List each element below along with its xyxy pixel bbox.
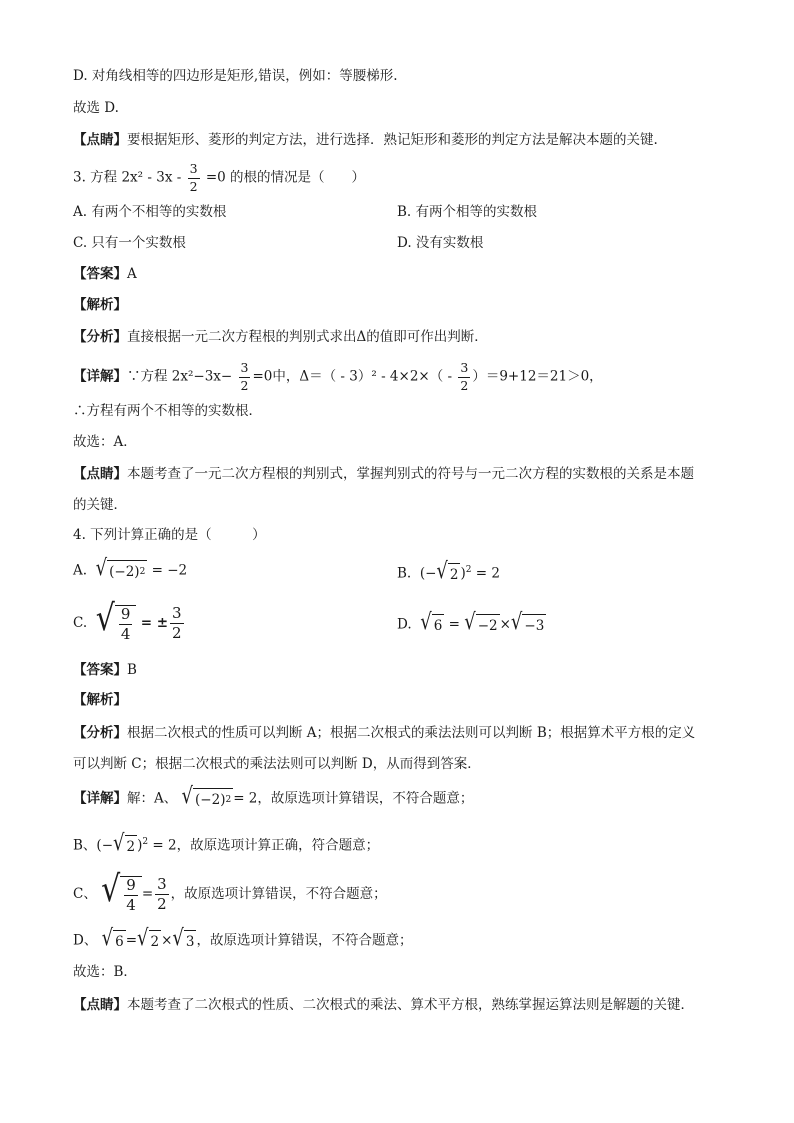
detail-pre: 解：A、 <box>127 790 178 807</box>
radicand: 2 <box>449 567 459 583</box>
answer-tag: 【答案】 <box>73 662 127 678</box>
rhs: = 2 <box>475 565 500 582</box>
radicand: −3 <box>524 618 545 634</box>
q4-answer <box>73 660 137 680</box>
q3-dianjing-2: 的关键． <box>73 497 127 513</box>
option-label: B. <box>397 565 412 582</box>
radicand: 6 <box>115 934 124 950</box>
answer-value: B <box>127 662 137 678</box>
q3-eq-b: =0 的根的情况是（ ） <box>205 169 366 186</box>
sqrt: √ −2 <box>464 608 498 635</box>
frac-den: 2 <box>240 377 249 393</box>
q3-title <box>73 163 365 193</box>
rhs: = ± <box>140 615 169 631</box>
frac-den: 4 <box>120 625 131 643</box>
detail-b: =0中，Δ＝（ - 3）² - 4×2×（ - <box>252 368 453 385</box>
detail-frac-2 <box>458 362 470 392</box>
detail-tag: 【详解】 <box>73 790 127 807</box>
option-label: C. <box>73 615 88 631</box>
option-label: A. <box>73 562 88 579</box>
dianjing-tag: 【点睛】 <box>73 466 127 482</box>
detail-frac-1 <box>239 362 251 392</box>
detail-post: ，故原选项计算错误，不符合题意； <box>170 886 387 902</box>
sqrt: √ 6 <box>101 924 124 951</box>
q3-number: 3. 方程 <box>73 169 118 186</box>
q4-choose: 故选：B． <box>73 964 137 980</box>
q3-conclusion: ∴方程有两个不相等的实数根． <box>73 403 262 419</box>
detail-a: ∵方程 2x²−3x− <box>127 368 233 385</box>
q3-option-b: B. 有两个相等的实数根 <box>397 204 538 220</box>
answer-value: A <box>127 266 137 282</box>
q4-detail-1: 【详解】解：A、 √ (−2) 2 = 2，故原选项计算错误，不符合题意； <box>73 782 474 809</box>
rhs-frac <box>155 877 169 912</box>
q3-option-a: A. 有两个不相等的实数根 <box>73 204 227 220</box>
frac-den: 2 <box>460 377 469 393</box>
q4-option-d: D. √ 6 = √ −2 × √ −3 <box>397 608 545 635</box>
answer-tag: 【答案】 <box>73 266 127 282</box>
sqrt: √ $\frac{9}{4}$ <box>101 876 142 913</box>
q3-answer <box>73 264 137 284</box>
rhs-frac <box>170 606 184 641</box>
q3-fenxi <box>73 327 488 347</box>
fenxi-tag: 【分析】 <box>73 725 127 741</box>
fenxi-tag: 【分析】 <box>73 329 127 345</box>
q4-option-c <box>73 597 186 643</box>
q4-fenxi-2: 可以判断 C；根据二次根式的乘法法则可以判断 D，从而得到答案． <box>73 756 481 772</box>
q4-option-a <box>73 554 188 582</box>
q4-option-b: B. (− √ 2 )$^2$ = 2 <box>397 557 500 584</box>
frac-num: 9 <box>126 876 136 894</box>
sqrt: √ 6 <box>420 608 443 635</box>
dianjing-tag: 【点睛】 <box>73 997 127 1013</box>
radicand: (−2) <box>195 792 226 808</box>
sqrt: √ $\frac{9}{4}$ <box>96 605 137 642</box>
q4-detail-2: B、(− √ 2 )$^2$ = 2，故原选项计算正确，符合题意； <box>73 829 380 856</box>
detail-post: ，故原选项计算正确，符合题意； <box>176 837 380 854</box>
q4-analysis-tag: 【解析】 <box>73 692 127 708</box>
radicand: (−2) <box>109 564 140 580</box>
fenxi-text: 根据二次根式的性质可以判断 A；根据二次根式的乘法法则可以判断 B；根据算术平方根的定义 <box>127 725 696 741</box>
radicand-frac <box>119 607 133 642</box>
radicand: 2 <box>126 839 136 855</box>
sqrt: √ 2 <box>137 924 160 951</box>
radicand: 6 <box>433 618 443 634</box>
fenxi-text: 直接根据一元二次方程根的判别式求出Δ的值即可作出判断． <box>127 329 488 345</box>
frac-num: 3 <box>172 604 182 622</box>
detail-c: ）＝9+12＝21＞0， <box>472 368 603 385</box>
q3-eq-a: 2x² - 3x - <box>121 169 182 186</box>
point-note <box>73 130 658 150</box>
sqrt: √ (−2) 2 <box>181 782 232 809</box>
frac-den: 2 <box>172 624 182 642</box>
dianjing-text: 本题考查了一元二次方程根的判别式，掌握判别式的符号与一元二次方程的实数根的关系是本题 <box>127 466 694 482</box>
frac-num: 9 <box>120 605 131 623</box>
sqrt: √ 2 <box>436 557 459 584</box>
q3-detail <box>73 362 603 392</box>
option-label: D. <box>397 616 412 633</box>
sqrt: √ 3 <box>172 924 195 951</box>
q3-frac-num: 3 <box>189 161 198 176</box>
sqrt: √ −3 <box>510 608 545 635</box>
choose-d: 故选 D. <box>73 100 119 116</box>
q3-option-d: D. 没有实数根 <box>397 235 484 251</box>
detail-post: ，故原选项计算错误，不符合题意； <box>196 932 413 949</box>
sqrt: √ 2 <box>113 829 136 856</box>
q3-dianjing-1 <box>73 464 694 484</box>
frac-den: 4 <box>126 896 136 914</box>
radicand: −2 <box>477 618 498 634</box>
q4-dianjing <box>73 995 694 1015</box>
frac-num: 3 <box>460 360 469 375</box>
note-tag: 【点睛】 <box>73 132 127 148</box>
q3-option-c: C. 只有一个实数根 <box>73 235 186 251</box>
option-d-explanation: D. 对角线相等的四边形是矩形,错误，例如：等腰梯形. <box>73 68 398 84</box>
frac-num: 3 <box>240 360 249 375</box>
rhs: = −2 <box>151 562 188 579</box>
radicand-frac <box>124 878 138 913</box>
frac-den: 2 <box>157 895 167 913</box>
detail-pre: D、 <box>73 932 98 949</box>
q3-analysis-tag: 【解析】 <box>73 297 127 313</box>
q3-fraction <box>188 163 200 193</box>
detail-pre: B、 <box>73 837 97 854</box>
note-text: 要根据矩形、菱形的判定方法，进行选择．熟记矩形和菱形的判定方法是解决本题的关键. <box>127 132 658 148</box>
q4-detail-3: C、 √ $\frac{9}{4}$ = $\frac{3}{2}$ ，故原选项计算错误，不符合题意； <box>73 868 387 914</box>
q3-choose: 故选：A． <box>73 434 137 450</box>
detail-pre: C、 <box>73 886 97 902</box>
detail-tag: 【详解】 <box>73 368 127 385</box>
detail-post: ，故原选项计算错误，不符合题意； <box>257 790 474 807</box>
q4-detail-4: D、 √ 6 = √ 2 × √ 3 ，故原选项计算错误，不符合题意； <box>73 924 413 951</box>
sqrt: √ (−2) 2 <box>95 554 146 581</box>
q4-title: 4. 下列计算正确的是（ ） <box>73 527 266 543</box>
frac-num: 3 <box>157 875 167 893</box>
dianjing-text: 本题考查了二次根式的性质、二次根式的乘法、算术平方根，熟练掌握运算法则是解题的关键． <box>127 997 694 1013</box>
q4-fenxi-1 <box>73 723 695 743</box>
q3-frac-den: 2 <box>189 178 198 194</box>
